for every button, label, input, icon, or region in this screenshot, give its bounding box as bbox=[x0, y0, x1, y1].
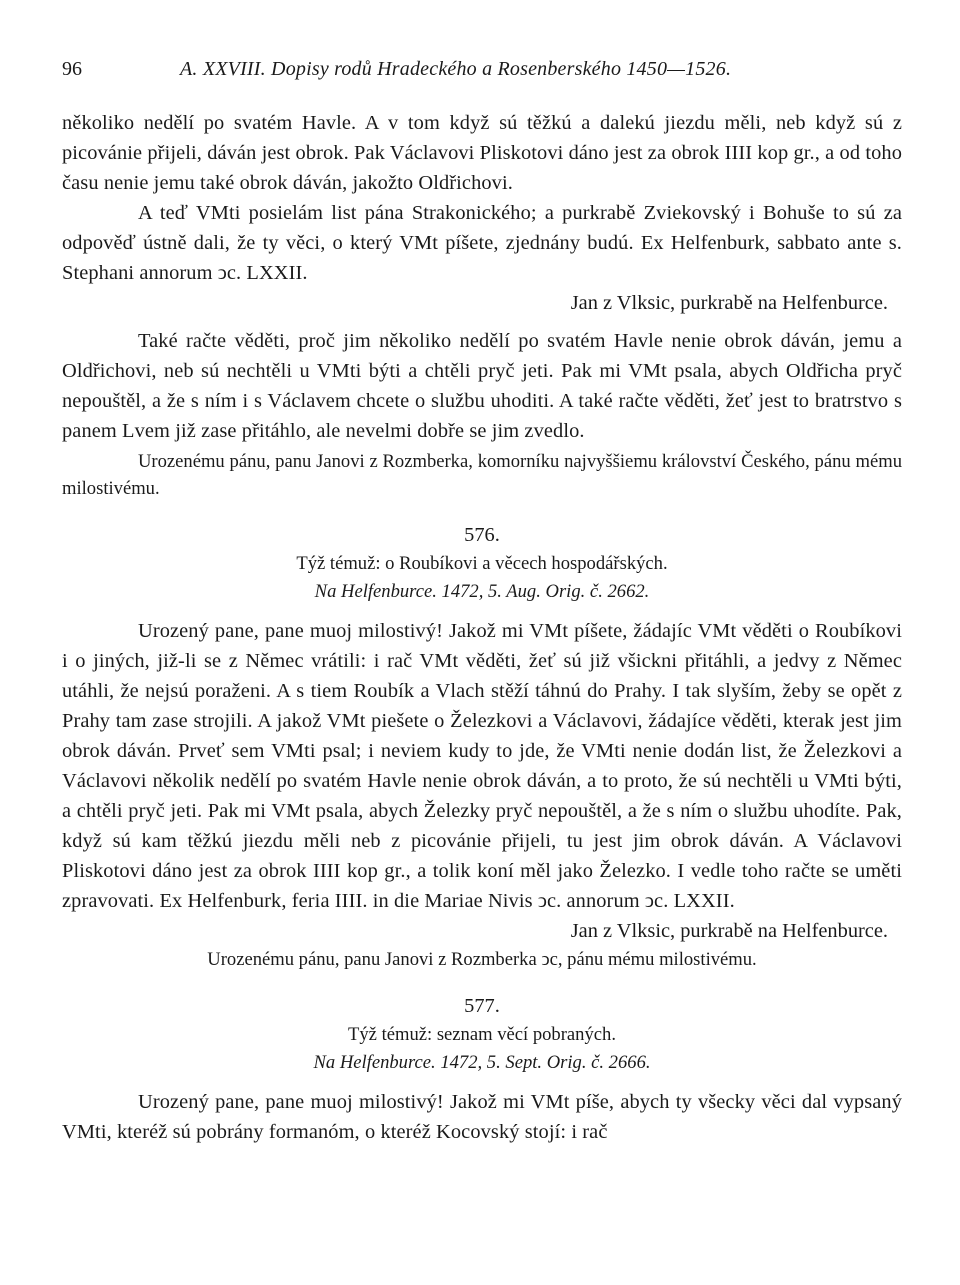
prev-letter-address: Urozenému pánu, panu Janovi z Rozmberka, komorníku najvyššiemu království Českého, pánu mému milostivému. bbox=[62, 451, 902, 499]
entry-576-source: Na Helfenburce. 1472, 5. Aug. Orig. č. 2662. bbox=[314, 581, 650, 602]
entry-577-body: Urozený pane, pane muoj milostivý! Jakož mi VMt píše, abych ty všecky věci dal vypsaný VMti, kteréž sú pobrány formanóm, o kteréž Kocovský stojí: i rač bbox=[62, 1091, 902, 1143]
entry-576-summary: Týž témuž: o Roubíkovi a věcech hospodářských. bbox=[296, 553, 668, 574]
entry-576-number: 576. bbox=[464, 524, 500, 546]
entry-577-summary: Týž témuž: seznam věcí pobraných. bbox=[348, 1024, 616, 1045]
entry-577-number: 577. bbox=[464, 995, 500, 1017]
entry-576-signature: Jan z Vlksic, purkrabě na Helfenburce. bbox=[570, 920, 888, 942]
entry-577-source: Na Helfenburce. 1472, 5. Sept. Orig. č. 2666. bbox=[313, 1052, 651, 1073]
prev-letter-postscript: Také račte věděti, proč jim několiko nedělí po svatém Havle nenie obrok dáván, jemu a Oldřichovi, neb sú nechtěli u VMti býti a chtěli pryč jeti. Pak mi VMt psala, abych Oldřicha pryč nepouštěl, a že s ním i s Václavem chcete o službu uhoditi. A také račte věděti, žeť jest to bratrstvo s panem Lvem již zase přitáhlo, ale nevelmi dobře se jim zvedlo. bbox=[62, 330, 902, 442]
running-title: A. XXVIII. Dopisy rodů Hradeckého a Rosenberského 1450—1526. bbox=[180, 58, 732, 80]
page-number: 96 bbox=[62, 58, 82, 80]
page-header bbox=[62, 58, 902, 98]
entry-576-body: Urozený pane, pane muoj milostivý! Jakož mi VMt píšete, žádajíc VMt věděti o Roubíkovi i o jiných, již-li se z Němec vrátili: i rač VMt věděti, žeť sú již všickni přitáhli, a jedvy z Němec utáhli, že nejsú poraženi. A s tiem Roubík a Vlach stěží táhnú do Prahy. I tak slyším, žeby se opět z Prahy tam zase strojili. A jakož VMt piešete o Železkovi a Václavovi, žádajíce věděti, kterak jest jim obrok dáván. Prveť sem VMti psal; i neviem kudy to jde, že VMti nenie dodán list, že Železkovi a Václavovi několik nedělí po svatém Havle nenie obrok dáván, a to proto, že sú nechtěli u VMti býti, a chtěli pryč jeti. Pak mi VMt psala, abych Železky pryč nepouštěl, a že s ním o službu uhodíte. Pak, když sú kam těžkú jiezdu měli neb z picovánie přijeli, tu jest jim obrok dáván. A Václavovi Pliskotovi dáno jest za obrok IIII kop gr., a tolik koní měl jako Železko. I vedle toho račte se uměti zpravovati. Ex Helfenburk, feria IIII. in die Mariae Nivis ↄc. annorum ↄc. LXXII. bbox=[62, 620, 902, 912]
entry-576-address: Urozenému pánu, panu Janovi z Rozmberka ↄc, pánu mému milostivému. bbox=[207, 949, 757, 970]
prev-letter-paragraph-1: několiko nedělí po svatém Havle. A v tom když sú těžkú a dalekú jiezdu měli, neb když sú z picovánie přijeli, dáván jest obrok. Pak Václavovi Pliskotovi dáno jest za obrok IIII kop gr., a od toho času nenie jemu také obrok dáván, jakožto Oldřichovi. bbox=[62, 112, 902, 194]
prev-letter-signature: Jan z Vlksic, purkrabě na Helfenburce. bbox=[570, 292, 888, 314]
prev-letter-paragraph-2: A teď VMti posielám list pána Strakonického; a purkrabě Zviekovský i Bohuše to sú za odpověď ústně dali, že ty věci, o který VMt píšete, zjednány budú. Ex Helfenburk, sabbato ante s. Stephani annorum ↄc. LXXII. bbox=[62, 202, 902, 284]
